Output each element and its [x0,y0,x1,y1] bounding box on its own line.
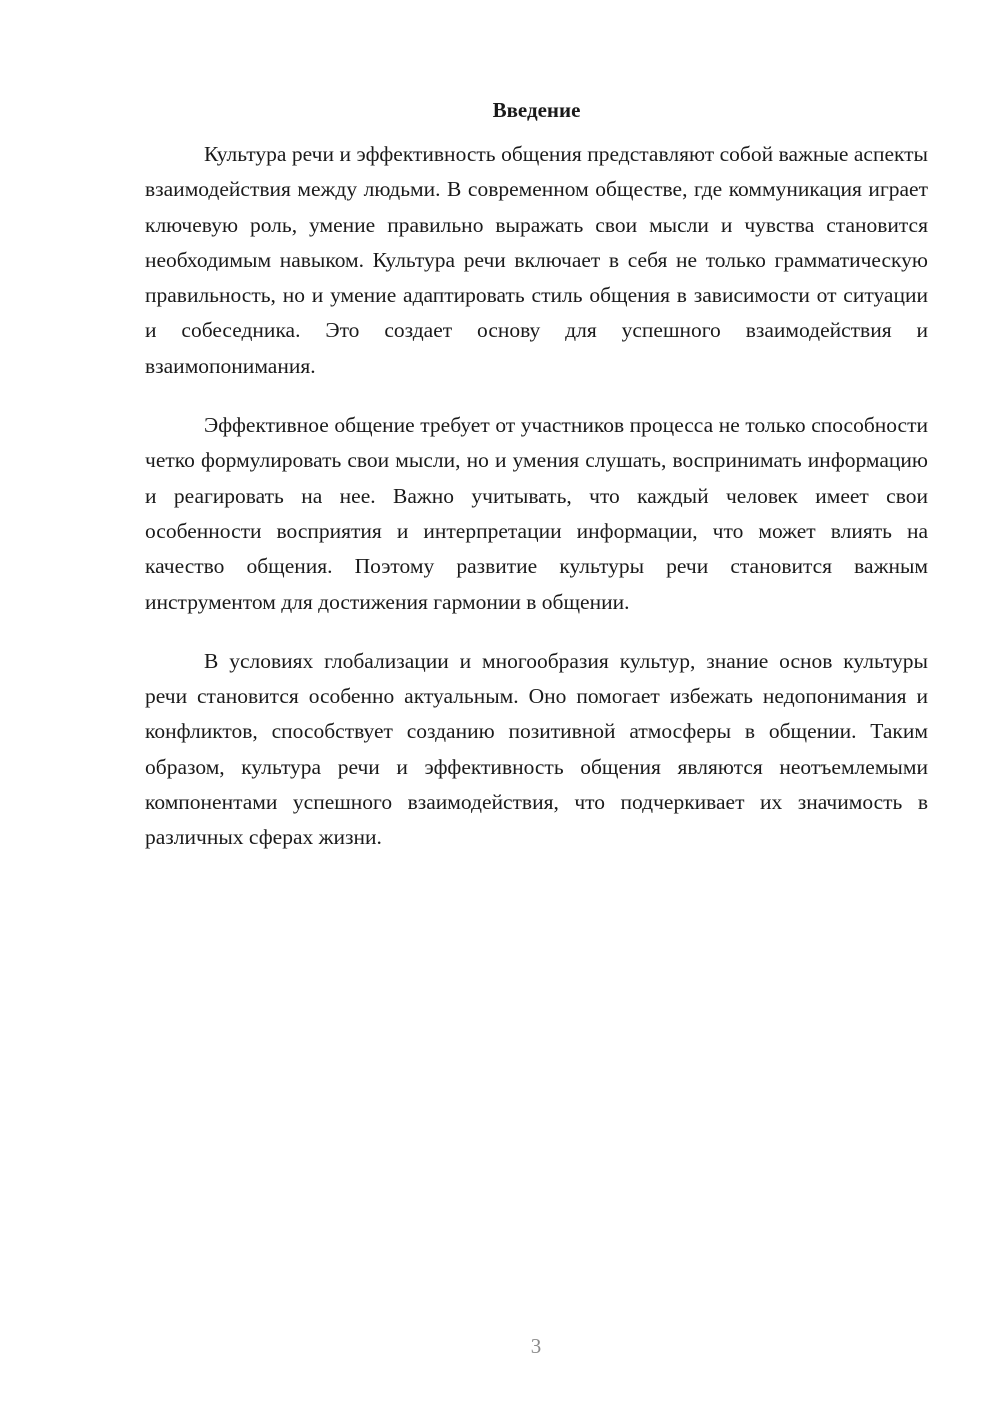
page-number: 3 [530,1334,542,1358]
page-content [145,93,928,880]
section-title: Введение [492,98,581,122]
paragraph-2: Эффективное общение требует от участников процесса не только способности четко формулировать свои мысли, но и умения слушать, воспринимать информацию и реагировать на нее. Важно учитывать, что каждый человек имеет свои особенности восприятия и интерпретации информации, что может влиять на качество общения. Поэтому развитие культуры речи становится важным инструментом для достижения гармонии в общении. [145,413,928,614]
paragraph-1: Культура речи и эффективность общения представляют собой важные аспекты взаимодействия между людьми. В современном обществе, где коммуникация играет ключевую роль, умение правильно выражать свои мысли и чувства становится необходимым навыком. Культура речи включает в себя не только грамматическую правильность, но и умение адаптировать стиль общения в зависимости от ситуации и собеседника. Это создает основу для успешного взаимодействия и взаимопонимания. [145,142,928,378]
paragraph-3: В условиях глобализации и многообразия культур, знание основ культуры речи становится особенно актуальным. Оно помогает избежать недопонимания и конфликтов, способствует созданию позитивной атмосферы в общении. Таким образом, культура речи и эффективность общения являются неотъемлемыми компонентами успешного взаимодействия, что подчеркивает их значимость в различных сферах жизни. [145,648,928,850]
